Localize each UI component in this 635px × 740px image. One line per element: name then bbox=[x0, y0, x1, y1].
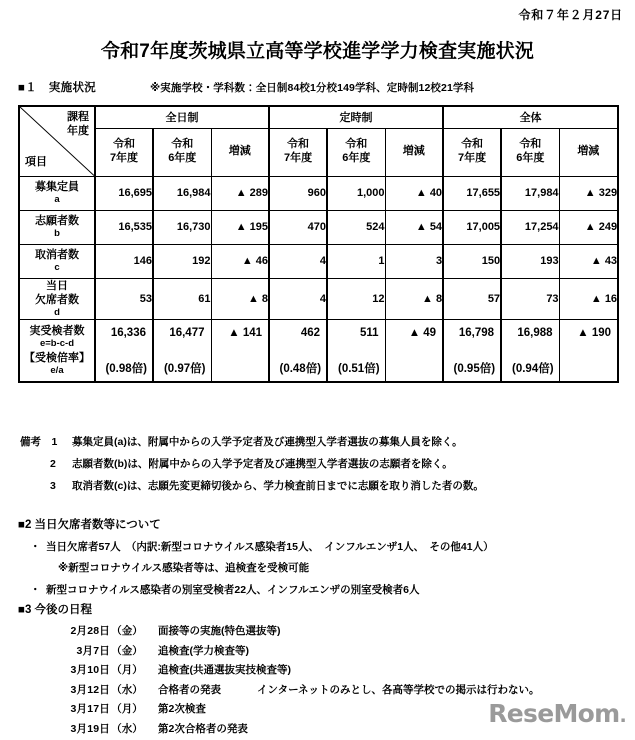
watermark-suffix: . bbox=[619, 705, 626, 727]
cell-torikeshi-zen-r6: 192 bbox=[153, 244, 211, 278]
remark-number-1: 備考 1 bbox=[20, 436, 58, 448]
value-jitsujuken-zen-r6: 16,477 bbox=[169, 327, 205, 340]
section2-bullet-separate-room: ・ 新型コロナウイルス感染者の別室受検者22人、インフルエンザの別室受検者6人 bbox=[18, 582, 623, 597]
schedule-dayofweek: （金） bbox=[111, 625, 143, 637]
cell-shigan-zen-diff: ▲ 195 bbox=[211, 210, 269, 244]
row-label-boshu: 募集定員 a bbox=[19, 176, 95, 210]
subheader-zentai-r6: 令和 6年度 bbox=[501, 128, 559, 176]
section1-note: ※実施学校・学科数：全日制84校1分校149学科、定時制12校21学科 bbox=[150, 82, 475, 94]
remark-number-2: 2 bbox=[50, 458, 56, 471]
row-label-kesseki: 当日 欠席者数 d bbox=[19, 278, 95, 320]
schedule-extra: インターネットのみとし、各高等学校での掲示は行わない。 bbox=[257, 683, 540, 696]
subheader-zennichi-r6: 令和 6年度 bbox=[153, 128, 211, 176]
ratio-jitsujuken-zen-r7: (0.98倍) bbox=[105, 362, 147, 375]
ratio-jitsujuken-all-r7: (0.95倍) bbox=[453, 362, 496, 375]
schedule-date: 3月10日 bbox=[70, 664, 110, 676]
remark-text-1: 募集定員(a)は、附属中からの入学予定者及び連携型入学者選抜の募集人員を除く。 bbox=[72, 436, 463, 448]
cell-torikeshi-zen-diff: ▲ 46 bbox=[211, 244, 269, 278]
table-corner-cell bbox=[19, 106, 95, 176]
schedule-event: 第2次検査 bbox=[158, 703, 206, 715]
cell-jitsujuken-all-diff bbox=[559, 320, 618, 382]
schedule-dayofweek: （金） bbox=[111, 644, 143, 657]
schedule-dayofweek: （水） bbox=[111, 722, 143, 735]
cell-torikeshi-zen-r7: 146 bbox=[95, 244, 153, 278]
cell-shigan-all-r7: 17,005 bbox=[443, 210, 501, 244]
cell-kesseki-tei-r7: 4 bbox=[269, 278, 327, 320]
cell-jitsujuken-zen-r7 bbox=[95, 320, 153, 382]
statistics-table-wrapper bbox=[18, 105, 617, 383]
remark-text-3: 取消者数(c)は、志願先変更締切後から、学力検査前日までに志願を取り消した者の数。 bbox=[72, 480, 484, 493]
schedule-date: 3月19日 bbox=[70, 722, 110, 735]
cell-kesseki-zen-diff: ▲ 8 bbox=[211, 278, 269, 320]
table-row bbox=[19, 278, 618, 320]
cell-kesseki-tei-r6: 12 bbox=[327, 278, 385, 320]
remark-item bbox=[20, 437, 620, 448]
group-header-zentai: 全体 bbox=[443, 106, 618, 128]
cell-jitsujuken-tei-diff bbox=[385, 320, 443, 382]
section2 bbox=[18, 516, 623, 603]
schedule-event: 面接等の実施(特色選抜等) bbox=[158, 625, 281, 637]
subheader-teiji-diff: 増減 bbox=[385, 128, 443, 176]
schedule-dayofweek: （水） bbox=[111, 683, 143, 696]
cell-boshu-tei-r7: 960 bbox=[269, 176, 327, 210]
group-header-zennichi: 全日制 bbox=[95, 106, 269, 128]
cell-kesseki-all-r6: 73 bbox=[501, 278, 559, 320]
table-row bbox=[19, 176, 618, 210]
page-title: 令和7年度茨城県立高等学校進学学力検査実施状況 bbox=[100, 41, 535, 62]
schedule-row bbox=[18, 643, 623, 658]
schedule-event: 合格者の発表 bbox=[158, 683, 221, 696]
subheader-zennichi-diff: 増減 bbox=[211, 128, 269, 176]
subheader-zentai-r7: 令和 7年度 bbox=[443, 128, 501, 176]
cell-kesseki-zen-r7: 53 bbox=[95, 278, 153, 320]
schedule-event: 第2次合格者の発表 bbox=[158, 722, 248, 735]
schedule-dayofweek: （月） bbox=[111, 703, 143, 715]
value-jitsujuken-all-r7: 16,798 bbox=[458, 327, 495, 340]
section2-heading: ■2 当日欠席者数等について bbox=[18, 519, 161, 531]
cell-torikeshi-tei-r7: 4 bbox=[269, 244, 327, 278]
cell-shigan-all-r6: 17,254 bbox=[501, 210, 559, 244]
cell-shigan-tei-r7: 470 bbox=[269, 210, 327, 244]
row-label-torikeshi: 取消者数 c bbox=[19, 244, 95, 278]
subheader-teiji-r7: 令和 7年度 bbox=[269, 128, 327, 176]
section3-heading: ■3 今後の日程 bbox=[18, 604, 93, 616]
remark-number-3: 3 bbox=[50, 480, 56, 493]
table-header-years bbox=[19, 128, 618, 176]
ratio-jitsujuken-all-r6: (0.94倍) bbox=[512, 362, 554, 375]
cell-jitsujuken-zen-r6 bbox=[153, 320, 211, 382]
cell-boshu-tei-r6: 1,000 bbox=[327, 176, 385, 210]
cell-kesseki-zen-r6: 61 bbox=[153, 278, 211, 320]
remark-item bbox=[20, 459, 620, 470]
table-row bbox=[19, 244, 618, 278]
schedule-date: 3月17日 bbox=[70, 703, 110, 715]
schedule-event: 追検査(共通選抜実技検査等) bbox=[158, 664, 291, 676]
cell-jitsujuken-tei-r6 bbox=[327, 320, 385, 382]
cell-torikeshi-tei-r6: 1 bbox=[327, 244, 385, 278]
value-jitsujuken-tei-r7: 462 bbox=[300, 327, 321, 340]
table-remarks bbox=[20, 437, 620, 503]
cell-shigan-zen-r7: 16,535 bbox=[95, 210, 153, 244]
cell-shigan-all-diff: ▲ 249 bbox=[559, 210, 618, 244]
remark-text-2: 志願者数(b)は、附属中からの入学予定者及び連携型入学者選抜の志願者を除く。 bbox=[72, 458, 453, 471]
table-row bbox=[19, 210, 618, 244]
schedule-event: 追検査(学力検査等) bbox=[158, 644, 249, 657]
section1-heading: ■１ 実施状況 bbox=[18, 82, 97, 94]
schedule-date: 3月7日 bbox=[76, 644, 110, 657]
cell-shigan-zen-r6: 16,730 bbox=[153, 210, 211, 244]
schedule-row bbox=[18, 623, 623, 638]
section2-subnote: ※新型コロナウイルス感染者等は、追検査を受検可能 bbox=[58, 562, 310, 574]
cell-boshu-tei-diff: ▲ 40 bbox=[385, 176, 443, 210]
group-header-teiji: 定時制 bbox=[269, 106, 443, 128]
cell-boshu-zen-diff: ▲ 289 bbox=[211, 176, 269, 210]
cell-torikeshi-all-r7: 150 bbox=[443, 244, 501, 278]
cell-jitsujuken-zen-diff bbox=[211, 320, 269, 382]
value-jitsujuken-zen-diff: ▲ 141 bbox=[228, 327, 263, 340]
cell-jitsujuken-tei-r7 bbox=[269, 320, 327, 382]
ratio-jitsujuken-zen-r6: (0.97倍) bbox=[163, 362, 206, 375]
cell-boshu-all-r6: 17,984 bbox=[501, 176, 559, 210]
corner-top-labels bbox=[67, 111, 89, 139]
subheader-zennichi-r7: 令和 7年度 bbox=[95, 128, 153, 176]
subheader-zentai-diff: 増減 bbox=[559, 128, 618, 176]
cell-boshu-zen-r7: 16,695 bbox=[95, 176, 153, 210]
value-jitsujuken-zen-r7: 16,336 bbox=[110, 327, 146, 340]
row-label-shigan: 志願者数 b bbox=[19, 210, 95, 244]
value-jitsujuken-tei-r6: 511 bbox=[359, 327, 379, 340]
cell-kesseki-all-diff: ▲ 16 bbox=[559, 278, 618, 320]
cell-jitsujuken-all-r6 bbox=[501, 320, 559, 382]
remark-item bbox=[20, 481, 620, 492]
cell-torikeshi-all-r6: 193 bbox=[501, 244, 559, 278]
cell-boshu-zen-r6: 16,984 bbox=[153, 176, 211, 210]
cell-boshu-all-diff: ▲ 329 bbox=[559, 176, 618, 210]
row-label-jitsujuken: 実受検者数 e=b-c-d 【受検倍率】 e/a bbox=[19, 320, 95, 382]
watermark-text: ReseMom bbox=[488, 699, 620, 728]
schedule-dayofweek: （月） bbox=[111, 664, 143, 676]
schedule-date: 2月28日 bbox=[70, 625, 110, 637]
ratio-jitsujuken-tei-r6: (0.51倍) bbox=[337, 362, 380, 375]
value-jitsujuken-all-r6: 16,988 bbox=[517, 327, 553, 340]
value-jitsujuken-all-diff: ▲ 190 bbox=[577, 327, 612, 340]
schedule-date: 3月12日 bbox=[70, 683, 110, 696]
resemom-watermark bbox=[488, 699, 626, 728]
subheader-teiji-r6: 令和 6年度 bbox=[327, 128, 385, 176]
cell-jitsujuken-all-r7 bbox=[443, 320, 501, 382]
cell-torikeshi-tei-diff: 3 bbox=[385, 244, 443, 278]
cell-torikeshi-all-diff: ▲ 43 bbox=[559, 244, 618, 278]
table-header-groups bbox=[19, 106, 618, 128]
corner-label-item: 項目 bbox=[25, 155, 47, 168]
cell-shigan-tei-r6: 524 bbox=[327, 210, 385, 244]
cell-shigan-tei-diff: ▲ 54 bbox=[385, 210, 443, 244]
cell-kesseki-all-r7: 57 bbox=[443, 278, 501, 320]
value-jitsujuken-tei-diff: ▲ 49 bbox=[408, 327, 437, 340]
corner-label-year: 年度 bbox=[67, 124, 89, 137]
ratio-jitsujuken-tei-r7: (0.48倍) bbox=[279, 362, 322, 375]
corner-label-course: 課程 bbox=[67, 111, 89, 123]
statistics-table bbox=[18, 105, 619, 383]
cell-boshu-all-r7: 17,655 bbox=[443, 176, 501, 210]
document-date: 令和７年２月27日 bbox=[518, 8, 623, 22]
cell-kesseki-tei-diff: ▲ 8 bbox=[385, 278, 443, 320]
table-row bbox=[19, 320, 618, 382]
schedule-row bbox=[18, 662, 623, 677]
section2-bullet-absentees: ・ 当日欠席者57人 （内訳:新型コロナウイルス感染者15人、 インフルエンザ1人、 その他41人） bbox=[18, 539, 623, 554]
schedule-row bbox=[18, 682, 623, 697]
